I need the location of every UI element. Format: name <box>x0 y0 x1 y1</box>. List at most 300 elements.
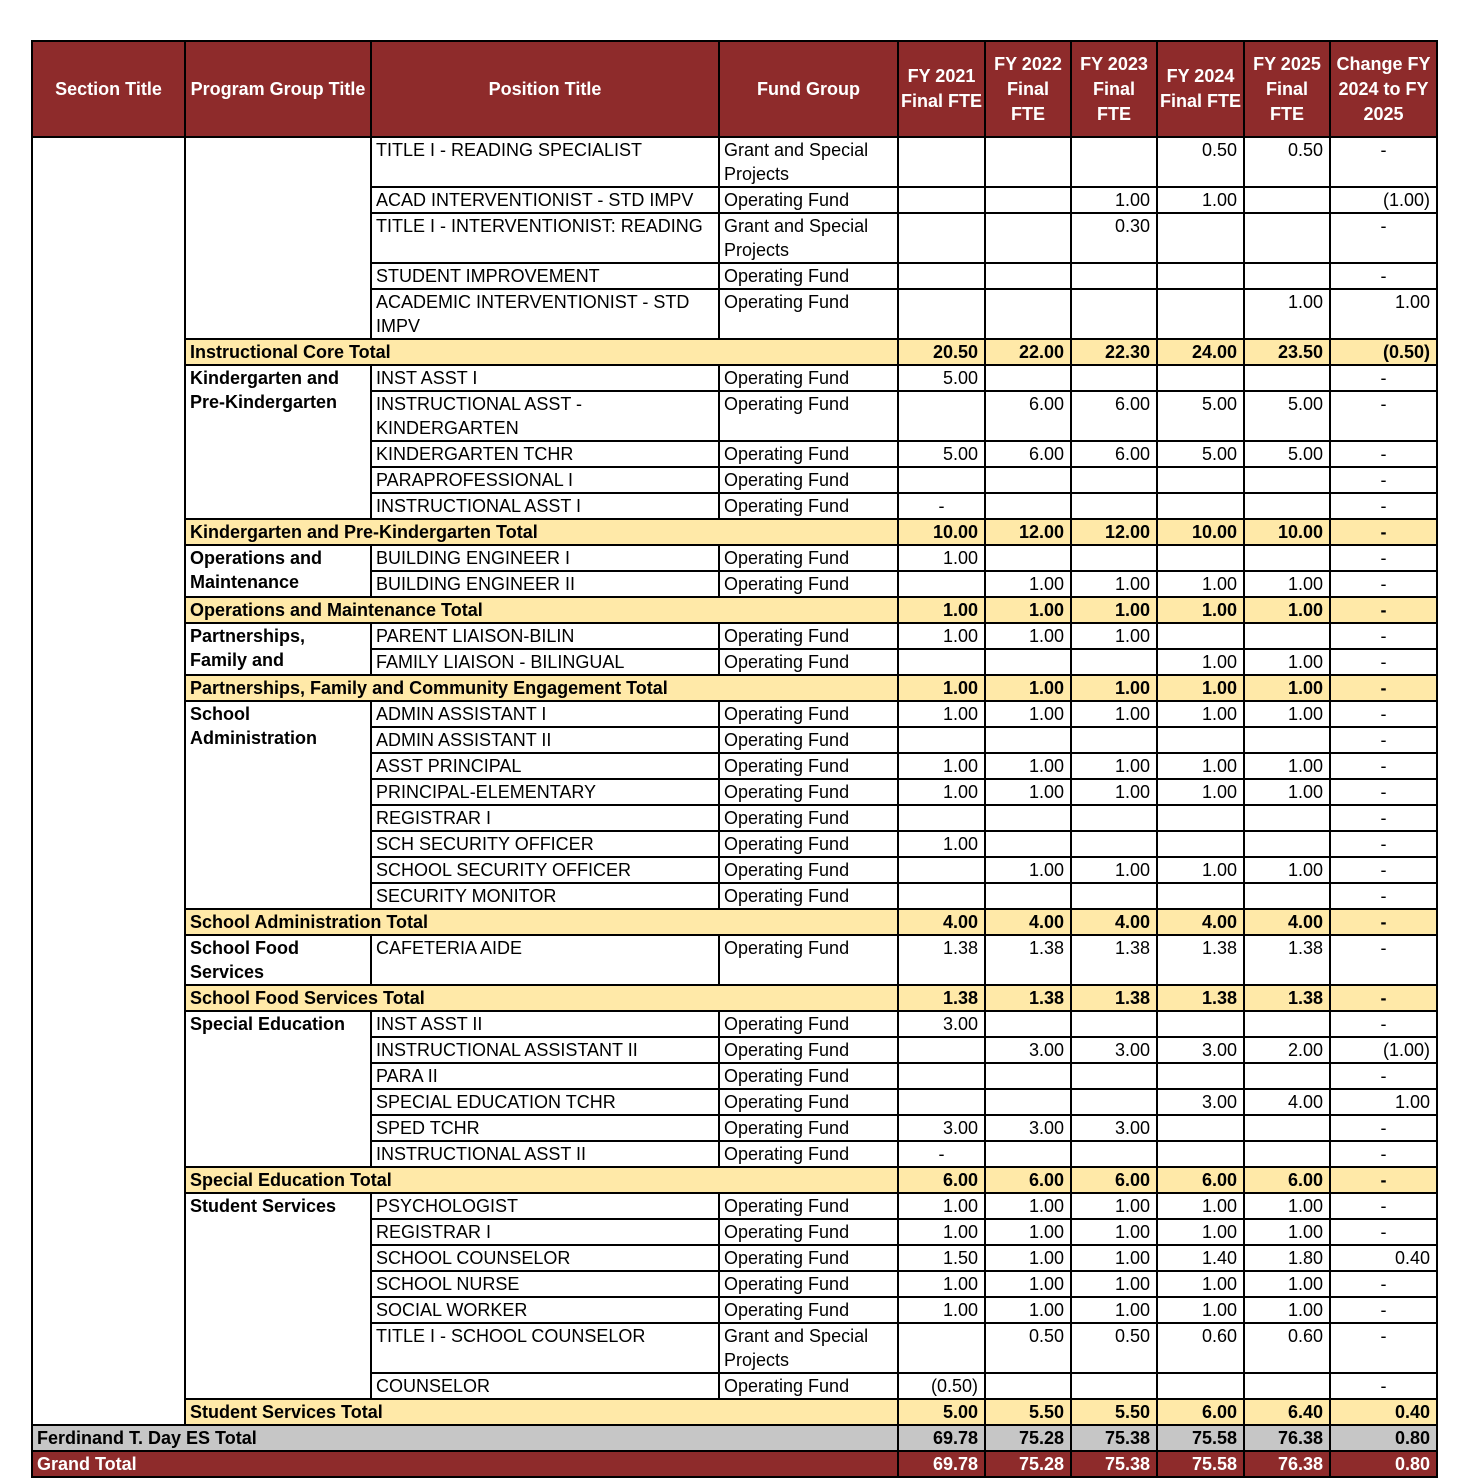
fund-group-cell: Operating Fund <box>719 1089 898 1115</box>
fte-table <box>31 40 1438 1478</box>
fte-value-cell: 1.00 <box>898 1193 985 1219</box>
fte-value-cell <box>1157 493 1244 519</box>
fte-value-cell: 5.00 <box>898 1399 985 1425</box>
fte-value-cell: 23.50 <box>1244 339 1330 365</box>
fte-value-cell: 22.00 <box>985 339 1071 365</box>
program-group-cell: Partnerships, Family and <box>185 623 371 675</box>
total-label-cell: Operations and Maintenance Total <box>185 597 898 623</box>
change-cell: - <box>1330 727 1437 753</box>
position-row <box>32 623 1437 649</box>
fund-group-cell: Operating Fund <box>719 493 898 519</box>
fte-value-cell: 6.00 <box>1157 1167 1244 1193</box>
fte-value-cell: 0.50 <box>985 1323 1071 1373</box>
fund-group-cell: Operating Fund <box>719 441 898 467</box>
total-label-cell: School Food Services Total <box>185 985 898 1011</box>
fte-value-cell: 6.00 <box>985 441 1071 467</box>
position-title-cell: REGISTRAR I <box>371 805 719 831</box>
fte-value-cell <box>1071 467 1157 493</box>
fte-value-cell <box>985 1089 1071 1115</box>
change-cell: 1.00 <box>1330 1089 1437 1115</box>
fte-value-cell <box>985 883 1071 909</box>
position-row <box>32 935 1437 985</box>
fte-value-cell: 6.00 <box>1071 391 1157 441</box>
fte-value-cell: 1.00 <box>985 571 1071 597</box>
fte-value-cell <box>985 187 1071 213</box>
fte-value-cell: 76.38 <box>1244 1425 1330 1451</box>
program-group-cell: School Food Services <box>185 935 371 985</box>
fte-value-cell <box>898 571 985 597</box>
fte-value-cell <box>1157 831 1244 857</box>
col-header-program-group: Program Group Title <box>185 41 371 137</box>
fte-value-cell: 1.38 <box>1071 935 1157 985</box>
fund-group-cell: Grant and Special Projects <box>719 137 898 187</box>
fte-value-cell: 10.00 <box>898 519 985 545</box>
fte-value-cell: 75.38 <box>1071 1425 1157 1451</box>
fte-value-cell: 1.00 <box>985 1219 1071 1245</box>
change-cell: - <box>1330 935 1437 985</box>
position-title-cell: TITLE I - READING SPECIALIST <box>371 137 719 187</box>
fte-value-cell: 1.40 <box>1157 1245 1244 1271</box>
fte-value-cell: 4.00 <box>898 909 985 935</box>
fund-group-cell: Operating Fund <box>719 1141 898 1167</box>
fte-value-cell <box>898 857 985 883</box>
change-cell: 0.80 <box>1330 1451 1437 1477</box>
fte-value-cell: 1.00 <box>1244 701 1330 727</box>
fte-value-cell <box>898 883 985 909</box>
fund-group-cell: Operating Fund <box>719 1373 898 1399</box>
position-title-cell: FAMILY LIAISON - BILINGUAL <box>371 649 719 675</box>
fund-group-cell: Grant and Special Projects <box>719 1323 898 1373</box>
fte-value-cell: 1.50 <box>898 1245 985 1271</box>
fte-value-cell <box>898 727 985 753</box>
position-title-cell: ADMIN ASSISTANT II <box>371 727 719 753</box>
fund-group-cell: Operating Fund <box>719 365 898 391</box>
fte-value-cell: 5.00 <box>1157 441 1244 467</box>
change-cell: - <box>1330 675 1437 701</box>
position-row <box>32 701 1437 727</box>
fte-value-cell: 1.00 <box>898 597 985 623</box>
program-group-cell: Operations and Maintenance <box>185 545 371 597</box>
position-title-cell: STUDENT IMPROVEMENT <box>371 263 719 289</box>
fte-value-cell: 1.00 <box>985 857 1071 883</box>
fte-value-cell: 1.00 <box>1157 187 1244 213</box>
fte-value-cell: 5.00 <box>1244 391 1330 441</box>
fte-value-cell <box>1157 727 1244 753</box>
fte-value-cell: 1.00 <box>1071 597 1157 623</box>
fte-value-cell <box>1071 1373 1157 1399</box>
fte-value-cell: 1.38 <box>1244 935 1330 985</box>
change-cell: - <box>1330 1271 1437 1297</box>
program-group-total-row <box>32 519 1437 545</box>
position-title-cell: PARA II <box>371 1063 719 1089</box>
fte-value-cell: 1.00 <box>898 701 985 727</box>
col-header-fy2024: FY 2024 Final FTE <box>1157 41 1244 137</box>
fte-value-cell <box>1071 263 1157 289</box>
col-header-fy2023: FY 2023 Final FTE <box>1071 41 1157 137</box>
fte-value-cell <box>985 727 1071 753</box>
fte-value-cell: 1.00 <box>898 1271 985 1297</box>
position-title-cell: SECURITY MONITOR <box>371 883 719 909</box>
position-title-cell: BUILDING ENGINEER I <box>371 545 719 571</box>
change-cell: - <box>1330 1373 1437 1399</box>
fte-value-cell: 1.38 <box>1071 985 1157 1011</box>
fte-value-cell: 5.00 <box>898 365 985 391</box>
col-header-position: Position Title <box>371 41 719 137</box>
fte-value-cell <box>1157 213 1244 263</box>
fte-value-cell: 4.00 <box>1244 909 1330 935</box>
fund-group-cell: Operating Fund <box>719 779 898 805</box>
fte-value-cell: 1.00 <box>898 1219 985 1245</box>
fte-value-cell: 1.00 <box>1244 571 1330 597</box>
fte-value-cell <box>1071 1141 1157 1167</box>
position-title-cell: REGISTRAR I <box>371 1219 719 1245</box>
col-header-fy2025: FY 2025 Final FTE <box>1244 41 1330 137</box>
fte-value-cell: 1.00 <box>1244 649 1330 675</box>
fund-group-cell: Operating Fund <box>719 753 898 779</box>
fte-value-cell: 6.00 <box>985 391 1071 441</box>
position-row <box>32 545 1437 571</box>
fund-group-cell: Operating Fund <box>719 805 898 831</box>
fund-group-cell: Operating Fund <box>719 1245 898 1271</box>
fte-value-cell: 1.00 <box>1244 1297 1330 1323</box>
position-title-cell: PRINCIPAL-ELEMENTARY <box>371 779 719 805</box>
fte-value-cell: 24.00 <box>1157 339 1244 365</box>
fte-value-cell: 1.00 <box>1157 675 1244 701</box>
fund-group-cell: Operating Fund <box>719 1063 898 1089</box>
fte-value-cell <box>1071 1089 1157 1115</box>
fte-value-cell: 3.00 <box>1157 1037 1244 1063</box>
fte-value-cell <box>985 467 1071 493</box>
change-cell: - <box>1330 1141 1437 1167</box>
program-group-cell: School Administration <box>185 701 371 909</box>
fund-group-cell: Operating Fund <box>719 649 898 675</box>
fte-value-cell: 3.00 <box>985 1037 1071 1063</box>
fte-value-cell: 1.38 <box>898 985 985 1011</box>
position-title-cell: PARAPROFESSIONAL I <box>371 467 719 493</box>
position-title-cell: ASST PRINCIPAL <box>371 753 719 779</box>
fte-value-cell <box>1244 545 1330 571</box>
fte-value-cell <box>1157 289 1244 339</box>
fte-value-cell: 3.00 <box>1071 1115 1157 1141</box>
fte-value-cell: 4.00 <box>1071 909 1157 935</box>
change-cell: - <box>1330 805 1437 831</box>
fte-value-cell: 5.50 <box>985 1399 1071 1425</box>
fte-value-cell: 3.00 <box>985 1115 1071 1141</box>
fte-value-cell: 6.40 <box>1244 1399 1330 1425</box>
fte-value-cell <box>1071 805 1157 831</box>
fte-value-cell <box>1244 467 1330 493</box>
fte-value-cell <box>1244 263 1330 289</box>
fte-value-cell: (0.50) <box>898 1373 985 1399</box>
fte-value-cell: 1.38 <box>985 985 1071 1011</box>
fund-group-cell: Operating Fund <box>719 701 898 727</box>
fte-value-cell <box>1157 883 1244 909</box>
fte-value-cell <box>898 1037 985 1063</box>
total-label-cell: School Administration Total <box>185 909 898 935</box>
fte-value-cell: 5.00 <box>1157 391 1244 441</box>
fte-value-cell <box>1157 1115 1244 1141</box>
position-title-cell: SCHOOL SECURITY OFFICER <box>371 857 719 883</box>
fte-value-cell: 1.00 <box>1071 1271 1157 1297</box>
fte-table-body <box>32 137 1437 1477</box>
program-group-cell: Special Education <box>185 1011 371 1167</box>
fte-value-cell: 1.00 <box>1244 857 1330 883</box>
change-cell: - <box>1330 519 1437 545</box>
fte-value-cell: 1.00 <box>1157 1219 1244 1245</box>
fte-value-cell <box>985 365 1071 391</box>
fte-value-cell <box>1071 883 1157 909</box>
position-title-cell: SOCIAL WORKER <box>371 1297 719 1323</box>
fte-value-cell <box>985 1011 1071 1037</box>
position-title-cell: SPED TCHR <box>371 1115 719 1141</box>
position-title-cell: ADMIN ASSISTANT I <box>371 701 719 727</box>
fte-value-cell <box>985 213 1071 263</box>
position-row <box>32 1011 1437 1037</box>
col-header-fy2022: FY 2022 Final FTE <box>985 41 1071 137</box>
change-cell: - <box>1330 1167 1437 1193</box>
fte-value-cell: 1.00 <box>1071 1193 1157 1219</box>
fte-value-cell: 3.00 <box>898 1115 985 1141</box>
fte-value-cell <box>1244 1063 1330 1089</box>
fte-report-page <box>31 40 1438 1478</box>
fte-value-cell: 75.58 <box>1157 1451 1244 1477</box>
fte-value-cell: 1.00 <box>1071 753 1157 779</box>
grand-total-row <box>32 1451 1437 1477</box>
total-label-cell: Ferdinand T. Day ES Total <box>32 1425 898 1451</box>
change-cell: - <box>1330 571 1437 597</box>
fund-group-cell: Operating Fund <box>719 857 898 883</box>
change-cell: - <box>1330 365 1437 391</box>
change-cell: 1.00 <box>1330 289 1437 339</box>
fte-value-cell: 4.00 <box>1157 909 1244 935</box>
fte-value-cell: 1.00 <box>1071 1245 1157 1271</box>
fte-value-cell: 1.00 <box>1244 1271 1330 1297</box>
fte-value-cell: 6.00 <box>898 1167 985 1193</box>
fte-value-cell <box>1157 805 1244 831</box>
fte-value-cell <box>1071 1063 1157 1089</box>
fund-group-cell: Operating Fund <box>719 883 898 909</box>
fte-value-cell: 1.00 <box>985 675 1071 701</box>
col-header-fy2021: FY 2021 Final FTE <box>898 41 985 137</box>
change-cell: - <box>1330 1115 1437 1141</box>
change-cell: (1.00) <box>1330 187 1437 213</box>
fte-value-cell: 1.00 <box>985 1297 1071 1323</box>
change-cell: - <box>1330 1193 1437 1219</box>
total-label-cell: Student Services Total <box>185 1399 898 1425</box>
fund-group-cell: Operating Fund <box>719 623 898 649</box>
fte-value-cell: 75.38 <box>1071 1451 1157 1477</box>
fte-value-cell <box>898 1089 985 1115</box>
fte-value-cell: 12.00 <box>985 519 1071 545</box>
fte-value-cell: 1.00 <box>1244 597 1330 623</box>
position-row <box>32 365 1437 391</box>
section-title-cell <box>32 137 185 1425</box>
fte-value-cell <box>985 649 1071 675</box>
position-title-cell: ACADEMIC INTERVENTIONIST - STD IMPV <box>371 289 719 339</box>
fte-value-cell: 10.00 <box>1157 519 1244 545</box>
fte-value-cell <box>1244 187 1330 213</box>
fte-value-cell: 1.00 <box>898 1297 985 1323</box>
fte-value-cell: 20.50 <box>898 339 985 365</box>
fte-value-cell <box>1071 727 1157 753</box>
fte-value-cell: 12.00 <box>1071 519 1157 545</box>
fund-group-cell: Operating Fund <box>719 1271 898 1297</box>
fte-value-cell: 1.00 <box>1071 779 1157 805</box>
fte-value-cell <box>1157 263 1244 289</box>
fte-value-cell: 1.00 <box>985 1193 1071 1219</box>
fte-value-cell: 0.50 <box>1071 1323 1157 1373</box>
fund-group-cell: Operating Fund <box>719 391 898 441</box>
position-title-cell: INSTRUCTIONAL ASSISTANT II <box>371 1037 719 1063</box>
fte-value-cell: 3.00 <box>1157 1089 1244 1115</box>
change-cell: - <box>1330 1219 1437 1245</box>
position-title-cell: INST ASST II <box>371 1011 719 1037</box>
fte-value-cell: 76.38 <box>1244 1451 1330 1477</box>
fte-value-cell: 1.00 <box>1244 675 1330 701</box>
change-cell: - <box>1330 857 1437 883</box>
fte-value-cell <box>898 805 985 831</box>
change-cell: - <box>1330 909 1437 935</box>
total-label-cell: Grand Total <box>32 1451 898 1477</box>
fte-value-cell: 4.00 <box>1244 1089 1330 1115</box>
fte-value-cell <box>1071 137 1157 187</box>
fte-value-cell: 1.00 <box>985 701 1071 727</box>
fte-value-cell: 1.00 <box>1157 649 1244 675</box>
fte-value-cell <box>898 263 985 289</box>
fte-value-cell: 1.00 <box>985 1271 1071 1297</box>
change-cell: - <box>1330 213 1437 263</box>
fte-value-cell <box>1244 213 1330 263</box>
position-title-cell: INSTRUCTIONAL ASST II <box>371 1141 719 1167</box>
fte-value-cell: 10.00 <box>1244 519 1330 545</box>
fte-value-cell: 6.00 <box>1157 1399 1244 1425</box>
fte-value-cell: 75.28 <box>985 1425 1071 1451</box>
fte-value-cell: 0.50 <box>1157 137 1244 187</box>
fte-value-cell: 1.38 <box>1244 985 1330 1011</box>
col-header-section: Section Title <box>32 41 185 137</box>
change-cell: - <box>1330 441 1437 467</box>
fte-value-cell: 0.60 <box>1157 1323 1244 1373</box>
fte-value-cell: 3.00 <box>1071 1037 1157 1063</box>
fte-value-cell: 1.00 <box>985 1245 1071 1271</box>
fund-group-cell: Operating Fund <box>719 1011 898 1037</box>
fte-value-cell <box>1244 883 1330 909</box>
position-title-cell: SPECIAL EDUCATION TCHR <box>371 1089 719 1115</box>
change-cell: - <box>1330 753 1437 779</box>
fte-value-cell: 1.00 <box>1071 187 1157 213</box>
fte-value-cell: 1.38 <box>985 935 1071 985</box>
fte-value-cell: 3.00 <box>898 1011 985 1037</box>
fte-value-cell <box>1157 467 1244 493</box>
fte-value-cell <box>898 1323 985 1373</box>
change-cell: - <box>1330 391 1437 441</box>
school-total-row <box>32 1425 1437 1451</box>
fte-value-cell <box>1157 1011 1244 1037</box>
fte-value-cell <box>1157 545 1244 571</box>
fte-value-cell <box>1244 365 1330 391</box>
fte-value-cell <box>1157 1373 1244 1399</box>
fte-value-cell <box>1244 1141 1330 1167</box>
total-label-cell: Kindergarten and Pre-Kindergarten Total <box>185 519 898 545</box>
fte-value-cell: 1.38 <box>898 935 985 985</box>
fte-value-cell: 6.00 <box>1071 441 1157 467</box>
fte-value-cell <box>1244 831 1330 857</box>
position-title-cell: INSTRUCTIONAL ASST I <box>371 493 719 519</box>
change-cell: - <box>1330 779 1437 805</box>
position-title-cell: COUNSELOR <box>371 1373 719 1399</box>
fte-value-cell: 1.80 <box>1244 1245 1330 1271</box>
fte-value-cell <box>1244 1373 1330 1399</box>
fte-value-cell <box>1071 1011 1157 1037</box>
fte-value-cell: 1.00 <box>1157 597 1244 623</box>
change-cell: - <box>1330 701 1437 727</box>
fund-group-cell: Operating Fund <box>719 263 898 289</box>
fte-value-cell: 1.00 <box>1157 571 1244 597</box>
fte-value-cell: 75.28 <box>985 1451 1071 1477</box>
position-title-cell: SCH SECURITY OFFICER <box>371 831 719 857</box>
fte-value-cell <box>898 137 985 187</box>
fte-value-cell: 4.00 <box>985 909 1071 935</box>
fte-value-cell: - <box>898 1141 985 1167</box>
position-title-cell: CAFETERIA AIDE <box>371 935 719 985</box>
col-header-fund-group: Fund Group <box>719 41 898 137</box>
position-title-cell: PARENT LIAISON-BILIN <box>371 623 719 649</box>
position-title-cell: KINDERGARTEN TCHR <box>371 441 719 467</box>
fte-value-cell: 22.30 <box>1071 339 1157 365</box>
fte-value-cell: 5.00 <box>898 441 985 467</box>
col-header-change: Change FY 2024 to FY 2025 <box>1330 41 1437 137</box>
fte-value-cell <box>1157 1141 1244 1167</box>
change-cell: - <box>1330 1063 1437 1089</box>
change-cell: - <box>1330 545 1437 571</box>
fte-value-cell <box>985 493 1071 519</box>
change-cell: - <box>1330 883 1437 909</box>
fte-value-cell: 0.50 <box>1244 137 1330 187</box>
fte-value-cell <box>985 545 1071 571</box>
fte-value-cell <box>1157 623 1244 649</box>
fte-value-cell <box>985 137 1071 187</box>
change-cell: - <box>1330 649 1437 675</box>
position-title-cell: SCHOOL COUNSELOR <box>371 1245 719 1271</box>
fte-value-cell: 1.00 <box>1071 675 1157 701</box>
program-group-cell: Kindergarten and Pre-Kindergarten <box>185 365 371 519</box>
fte-value-cell: 6.00 <box>985 1167 1071 1193</box>
fte-value-cell <box>985 289 1071 339</box>
fund-group-cell: Operating Fund <box>719 571 898 597</box>
fte-value-cell: 1.00 <box>1244 1219 1330 1245</box>
fund-group-cell: Operating Fund <box>719 467 898 493</box>
change-cell: - <box>1330 623 1437 649</box>
fte-value-cell <box>985 831 1071 857</box>
fte-value-cell: 1.00 <box>1244 289 1330 339</box>
fte-value-cell: 1.00 <box>985 753 1071 779</box>
program-group-cell: Student Services <box>185 1193 371 1399</box>
program-group-total-row <box>32 1399 1437 1425</box>
fte-value-cell: 1.00 <box>898 831 985 857</box>
fte-value-cell <box>1071 365 1157 391</box>
change-cell: - <box>1330 597 1437 623</box>
fund-group-cell: Operating Fund <box>719 187 898 213</box>
fte-value-cell: 1.00 <box>1157 857 1244 883</box>
fte-value-cell: 5.50 <box>1071 1399 1157 1425</box>
fte-value-cell: - <box>898 493 985 519</box>
fte-value-cell <box>985 805 1071 831</box>
change-cell: (0.50) <box>1330 339 1437 365</box>
fte-value-cell: 1.00 <box>1244 753 1330 779</box>
fte-value-cell <box>898 289 985 339</box>
change-cell: - <box>1330 1011 1437 1037</box>
fte-value-cell <box>1244 623 1330 649</box>
